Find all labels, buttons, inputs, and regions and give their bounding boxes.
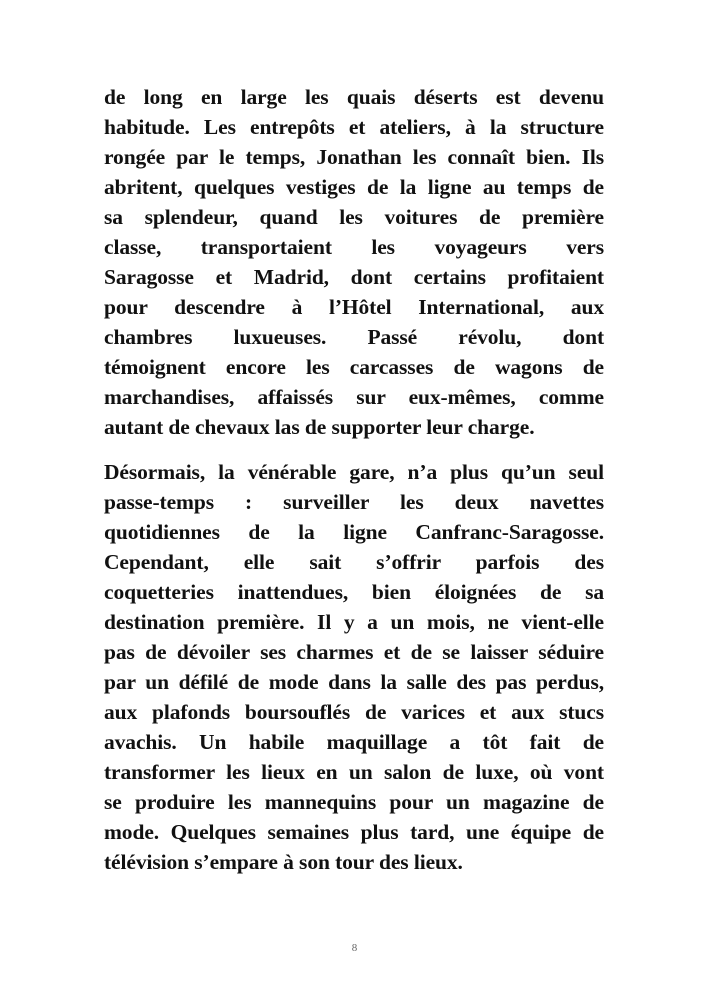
paragraph-1: [104, 82, 604, 442]
text-line: abritent, quelques vestiges de la ligne au temps de: [104, 175, 604, 199]
text-line: mode. Quelques semaines plus tard, une équipe de: [104, 820, 604, 844]
text-line: Saragosse et Madrid, dont certains profitaient: [104, 265, 604, 289]
text-line: chambres luxueuses. Passé révolu, dont: [104, 325, 604, 349]
text-line: habitude. Les entrepôts et ateliers, à la structure: [104, 115, 604, 139]
text-line: autant de chevaux las de supporter leur charge.: [104, 415, 535, 439]
text-line: télévision s’empare à son tour des lieux.: [104, 850, 463, 874]
body-text: [104, 82, 604, 877]
text-line: Cependant, elle sait s’offrir parfois des: [104, 550, 604, 574]
text-line: quotidiennes de la ligne Canfranc-Saragosse.: [104, 520, 604, 544]
text-line: transformer les lieux en un salon de luxe, où vont: [104, 760, 604, 784]
text-line: Désormais, la vénérable gare, n’a plus qu’un seul: [104, 460, 604, 484]
text-line: pas de dévoiler ses charmes et de se laisser séduire: [104, 640, 604, 664]
text-line: marchandises, affaissés sur eux-mêmes, comme: [104, 385, 604, 409]
text-line: pour descendre à l’Hôtel International, aux: [104, 295, 604, 319]
text-line: rongée par le temps, Jonathan les connaît bien. Ils: [104, 145, 604, 169]
text-line: coquetteries inattendues, bien éloignées de sa: [104, 580, 604, 604]
text-line: sa splendeur, quand les voitures de première: [104, 205, 604, 229]
text-line: destination première. Il y a un mois, ne vient-elle: [104, 610, 604, 634]
text-line: aux plafonds boursouflés de varices et aux stucs: [104, 700, 604, 724]
page-number: 8: [351, 942, 358, 954]
text-line: par un défilé de mode dans la salle des pas perdus,: [104, 670, 604, 694]
text-line: classe, transportaient les voyageurs vers: [104, 235, 604, 259]
text-line: de long en large les quais déserts est devenu: [104, 85, 604, 109]
text-line: se produire les mannequins pour un magazine de: [104, 790, 604, 814]
text-line: passe-temps : surveiller les deux navettes: [104, 490, 604, 514]
text-line: avachis. Un habile maquillage a tôt fait de: [104, 730, 604, 754]
paragraph-2: [104, 457, 604, 877]
text-line: témoignent encore les carcasses de wagons de: [104, 355, 604, 379]
